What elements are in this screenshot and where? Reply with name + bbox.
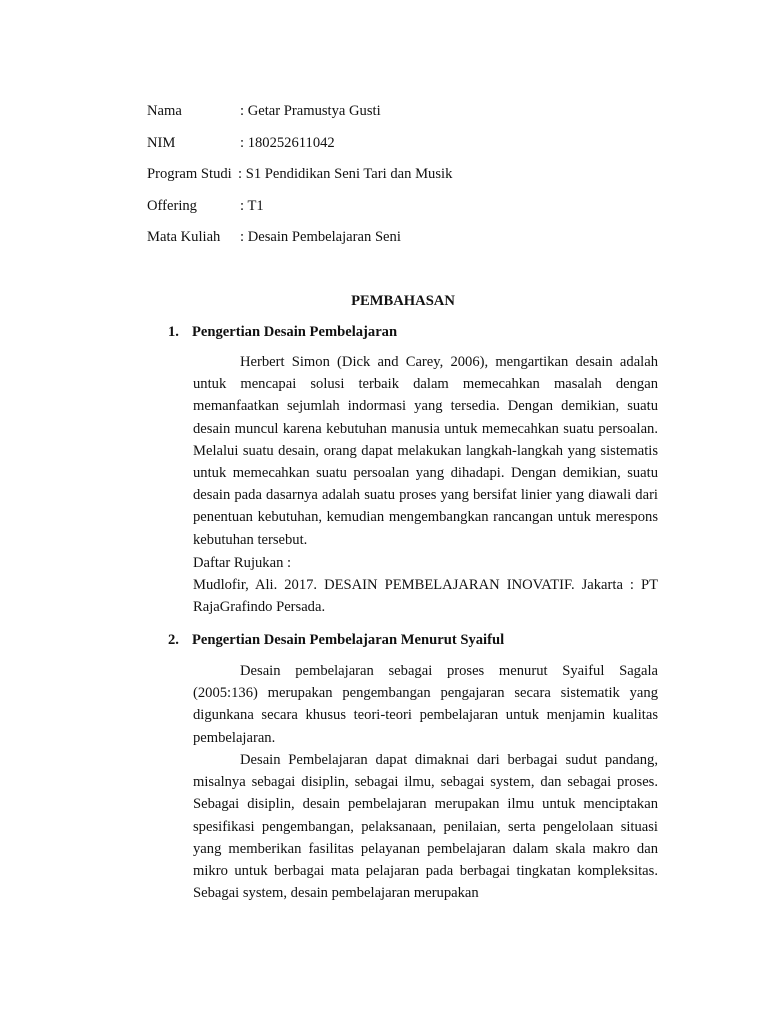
section-paragraph: Desain Pembelajaran dapat dimaknai dari berbagai sudut pandang, misalnya sebagai disiplin, sebagai ilmu, sebagai system, dan sebagai proses. Sebagai disiplin, desain pembelajaran merupakan ilmu untuk menciptakan spesifikasi pengembangan, pelaksanaan, penilaian, serta pengelolaan situasi yang memberikan fasilitas pelayanan pembelajaran dalam skala makro dan mikro untuk berbagai mata pelajaran pada berbagai tingkatan kompleksitas. Sebagai system, desain pembelajaran merupakan xyxy=(193,752,658,902)
section-number: 2. xyxy=(168,632,179,648)
identity-label: NIM xyxy=(147,135,176,151)
section-heading xyxy=(168,322,397,342)
identity-label: Offering xyxy=(147,198,197,214)
section-number: 1. xyxy=(168,324,179,340)
section-heading-text: Pengertian Desain Pembelajaran Menurut Syaiful xyxy=(192,632,505,648)
section-paragraph: Herbert Simon (Dick and Carey, 2006), mengartikan desain adalah untuk mencapai solusi terbaik dalam memecahkan masalah dengan memanfaatkan sejumlah indormasi yang tersedia. Dengan demikian, suatu desain muncul karena kebutuhan manusia untuk memecahkan suatu persoalan. Melalui suatu desain, orang dapat melakukan langkah-langkah yang sistematis untuk memecahkan suatu persoalan yang dihadapi. Dengan demikian, suatu desain pada dasarnya adalah suatu proses yang bersifat linier yang diawali dari penentuan kebutuhan, kemudian mengembangkan rancangan untuk merespons kebutuhan tersebut. xyxy=(193,354,658,548)
identity-label: Mata Kuliah xyxy=(147,229,221,245)
section-heading-text: Pengertian Desain Pembelajaran xyxy=(192,324,398,340)
section-heading xyxy=(168,630,504,650)
identity-label: Program Studi xyxy=(147,166,232,182)
identity-label: Nama xyxy=(147,103,182,119)
identity-value: : 180252611042 xyxy=(240,135,335,151)
identity-value: : S1 Pendidikan Seni Tari dan Musik xyxy=(238,166,453,182)
page-title: PEMBAHASAN xyxy=(351,293,455,309)
reference-entry: Mudlofir, Ali. 2017. DESAIN PEMBELAJARAN INOVATIF. Jakarta : PT RajaGrafindo Persada. xyxy=(193,577,658,616)
section-paragraph: Desain pembelajaran sebagai proses menurut Syaiful Sagala (2005:136) merupakan pengembangan pengajaran secara sistematik yang digunkana secara khusus teori-teori pembelajaran untuk menjamin kualitas pembelajaran. xyxy=(193,663,658,746)
identity-value: : T1 xyxy=(240,198,264,214)
identity-value: : Desain Pembelajaran Seni xyxy=(240,229,401,245)
identity-value: : Getar Pramustya Gusti xyxy=(240,103,381,119)
reference-label: Daftar Rujukan : xyxy=(193,555,292,571)
